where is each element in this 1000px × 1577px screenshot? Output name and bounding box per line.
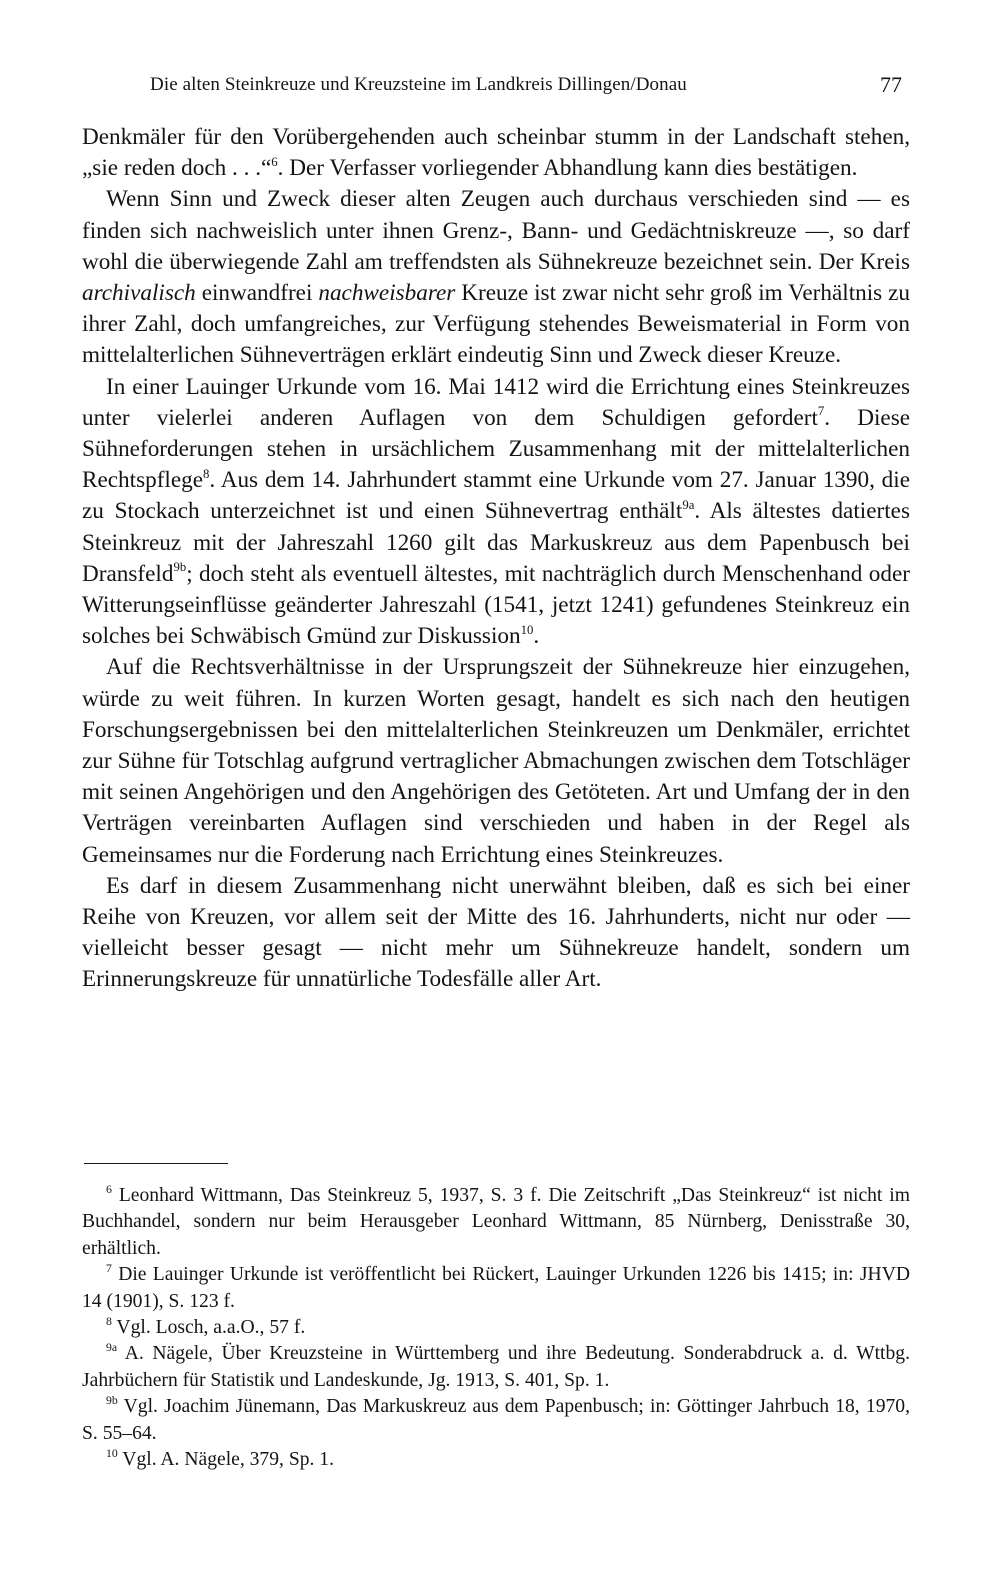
footnote-6 [82, 1183, 910, 1262]
text-run: In einer Lauinger Urkunde vom 16. Mai 1412 wird die Errichtung eines Steinkreuzes unter vielerlei anderen Auflagen von dem Schuldigen gefordert [82, 373, 910, 431]
footnote-marker: 8 [106, 1314, 112, 1328]
footnote-ref-8: 8 [203, 466, 210, 481]
footnote-text: Vgl. A. Nägele, 379, Sp. 1. [122, 1449, 335, 1471]
text-run: ; doch steht als eventuell ältestes, mit nachträglich durch Menschenhand oder Witterungseinflüsse geänderter Jahreszahl (1541, jetzt 1241) gefundenes Steinkreuz ein solches bei Schwäbisch Gmünd zur Diskussion [82, 560, 910, 650]
footnote-text: Die Lauinger Urkunde ist veröffentlicht bei Rückert, Lauinger Urkunden 1226 bis 1415; in: JHVD 14 (1901), S. 123 f. [82, 1264, 910, 1312]
footnote-ref-9b: 9b [173, 560, 187, 575]
running-title: Die alten Steinkreuze und Kreuzsteine im Landkreis Dillingen/Donau [150, 74, 687, 95]
page-number: 77 [880, 72, 902, 97]
footnote-9a [82, 1341, 910, 1394]
footnote-10 [82, 1447, 910, 1473]
footnote-text: Vgl. Losch, a.a.O., 57 f. [116, 1317, 306, 1339]
paragraph-5: Es darf in diesem Zusammenhang nicht unerwähnt bleiben, daß es sich bei einer Reihe von Kreuzen, vor allem seit der Mitte des 16. Jahrhunderts, nicht nur oder — vielleicht besser gesagt — nicht mehr um Sühnekreuze handelt, sondern um Erinnerungskreuze für unnatürliche Todesfälle aller Art. [82, 872, 910, 993]
text-run: . Aus dem 14. Jahrhundert stammt eine Urkunde vom 27. Januar 1390, die zu Stockach unterzeichnet ist und einen Sühnevertrag enthält [82, 467, 910, 525]
footnote-7 [82, 1262, 910, 1315]
running-header [150, 68, 902, 104]
text-run: Wenn Sinn und Zweck dieser alten Zeugen auch durchaus verschieden sind — es finden sich nachweislich unter ihnen Grenz-, Bann- und Gedächtniskreuze —, so darf wohl die überwiegende Zahl am treffendsten als Sühnekreuze bezeichnet sein. Der Kreis [82, 186, 910, 275]
text-run: . Als ältestes datiertes Steinkreuz mit der Jahreszahl 1260 gilt das Markuskreuz aus dem Papenbusch bei Dransfeld [82, 498, 910, 587]
footnote-marker: 10 [106, 1446, 118, 1460]
text-run: . [533, 623, 540, 650]
text-run: Kreuze ist zwar nicht sehr groß im Verhältnis zu ihrer Zahl, doch umfangreiches, zur Verfügung stehendes Beweismaterial in Form von mittelalterlichen Sühneverträgen erklärt eindeutig Sinn und Zweck dieser Kreuze. [82, 280, 911, 369]
footnote-marker: 9b [106, 1394, 118, 1408]
text-run: . Diese Sühneforderungen stehen in ursächlichem Zusammenhang mit der mittelalterlichen Rechtspflege [82, 404, 911, 494]
paragraph-2 [82, 184, 910, 371]
emphasis-nachweisbarer: nachweisbarer [318, 280, 456, 307]
text-run: Denkmäler für den Vorübergehenden auch scheinbar stumm in der Landschaft stehen, „sie reden doch . . .“ [82, 124, 910, 182]
footnote-marker: 7 [106, 1262, 112, 1276]
paragraph-3 [82, 372, 910, 653]
footnote-ref-10: 10 [520, 622, 534, 637]
footnote-9b [82, 1394, 910, 1447]
footnote-text: Leonhard Wittmann, Das Steinkreuz 5, 1937, S. 3 f. Die Zeitschrift „Das Steinkreuz“ ist nicht im Buchhandel, sondern nur beim Herausgeber Leonhard Wittmann, 85 Nürnberg, Denisstraße 30, erhältlich. [82, 1185, 910, 1259]
footnote-divider [84, 1163, 228, 1164]
footnote-ref-9a: 9a [682, 498, 695, 513]
paragraph-1 [82, 122, 910, 184]
footnotes [82, 1183, 910, 1473]
footnote-text: Vgl. Joachim Jünemann, Das Markuskreuz aus dem Papenbusch; in: Göttinger Jahrbuch 18, 1970, S. 55–64. [82, 1396, 910, 1444]
text-run: einwandfrei [195, 280, 319, 307]
footnote-marker: 9a [106, 1341, 118, 1355]
footnote-text: A. Nägele, Über Kreuzsteine in Württemberg und ihre Bedeutung. Sonderabdruck a. d. Wttbg. Jahrbüchern für Statistik und Landeskunde, Jg. 1913, S. 401, Sp. 1. [82, 1343, 910, 1391]
paragraph-4: Auf die Rechtsverhältnisse in der Ursprungszeit der Sühnekreuze hier einzugehen, würde zu weit führen. In kurzen Worten gesagt, handelt es sich nach den heutigen Forschungsergebnissen bei den mittelalterlichen Steinkreuzen um Denkmäler, errichtet zur Sühne für Totschlag aufgrund vertraglicher Abmachungen zwischen dem Totschläger mit seinen Angehörigen und den Angehörigen des Getöteten. Art und Umfang der in den Verträgen vereinbarten Auflagen sind verschieden und haben in der Regel als Gemeinsames nur die Forderung nach Errichtung eines Steinkreuzes. [82, 654, 910, 868]
footnote-marker: 6 [106, 1182, 112, 1196]
emphasis-archivalisch: archivalisch [82, 280, 196, 307]
main-text [82, 122, 910, 996]
text-run: . Der Verfasser vorliegender Abhandlung kann dies bestätigen. [277, 155, 858, 182]
footnote-ref-6: 6 [271, 154, 278, 169]
footnote-8 [82, 1315, 910, 1341]
footnote-ref-7: 7 [817, 404, 825, 419]
